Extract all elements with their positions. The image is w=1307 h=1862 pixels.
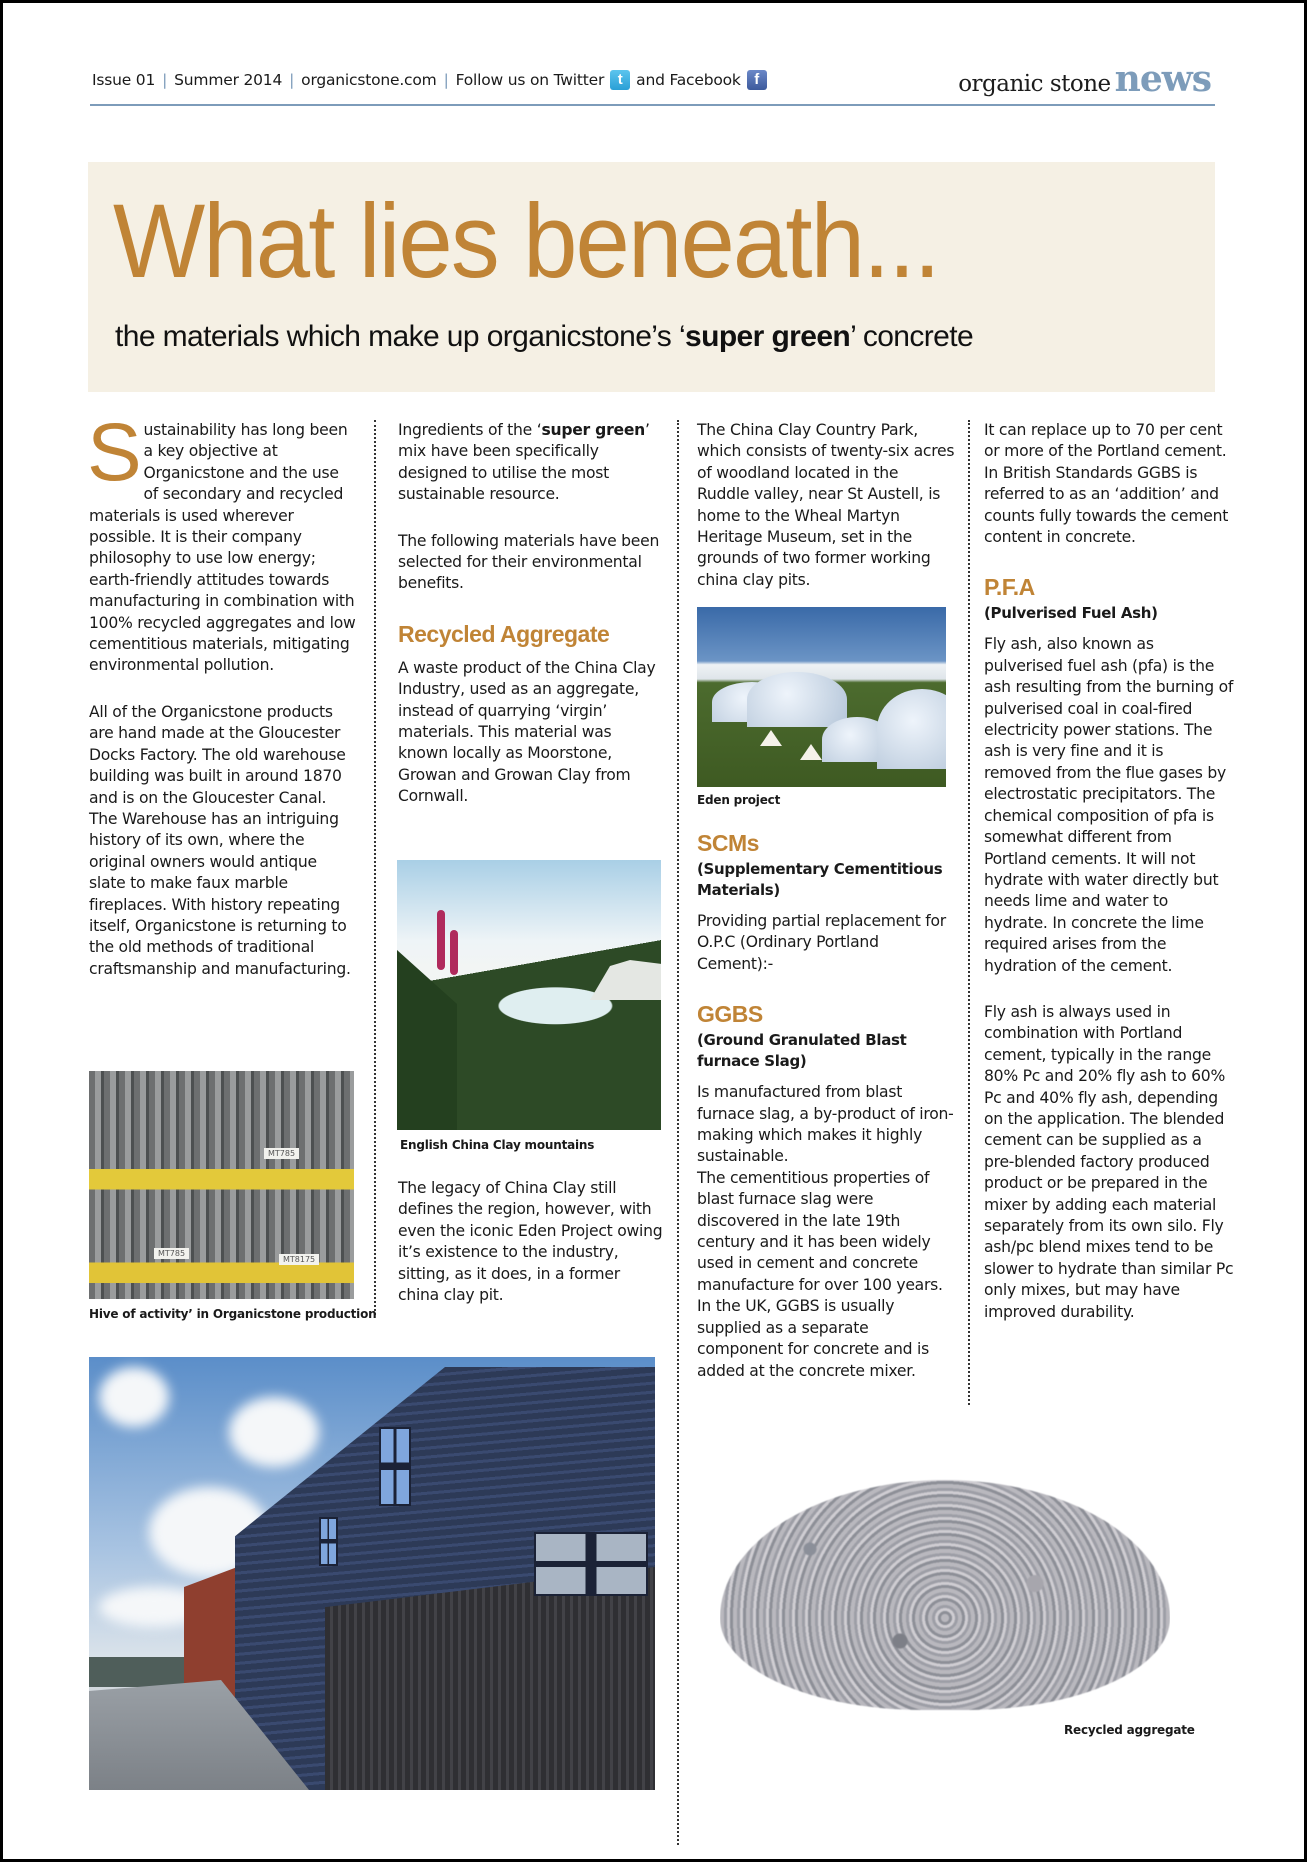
ggbs-subheading: (Ground Granulated Blast furnace Slag): [697, 1031, 907, 1071]
subtitle-text-end: ’ concrete: [850, 320, 974, 353]
ggbs-replacement-paragraph: It can replace up to 70 per cent or more of the Portland cement. In British Standards GGBS is referred to as an ‘addition’ and counts fully towards the cement content in concrete.: [984, 421, 1229, 547]
issue-season: Summer 2014: [174, 71, 283, 89]
follow-facebook-text: and Facebook: [636, 71, 741, 89]
column-scms: [697, 420, 955, 616]
column-ingredients: [398, 420, 663, 833]
facebook-icon[interactable]: f: [747, 70, 767, 90]
eden-photo-caption: Eden project: [697, 793, 781, 807]
photo-detail: [397, 950, 457, 1130]
photo-detail: [89, 1657, 184, 1687]
twitter-icon[interactable]: t: [610, 70, 630, 90]
recycled-aggregate-paragraph: A waste product of the China Clay Industry, used as an aggregate, instead of quarrying ‘virgin’ materials. This material was known locally as Moorstone,: [398, 658, 656, 763]
ggbs-paragraph-cont: The cementitious properties of blast furnace slag were discovered in the late 19th century and it has been widely used in cement and concrete manufacture for over 100 years. In the UK, GGBS is usually supplied as a separate component for concrete and is added at the concrete mixer.: [697, 1168, 943, 1380]
china-clay-mountains-photo: [397, 860, 661, 1130]
drop-cap: S: [87, 407, 142, 498]
brand-logo: [958, 58, 1211, 100]
separator: |: [289, 71, 295, 89]
photo-detail: [534, 1532, 648, 1596]
shelf-label: MT8175: [279, 1254, 319, 1265]
title-banner: [88, 162, 1215, 392]
column-divider: [677, 420, 679, 1845]
eden-project-photo: [697, 607, 946, 787]
masthead: [90, 58, 1215, 106]
gravel-pile: [720, 1480, 1170, 1710]
photo-detail: [450, 930, 458, 975]
masthead-meta: [92, 70, 773, 90]
text-emphasis: super green: [541, 421, 646, 439]
brand-suffix: news: [1114, 58, 1211, 100]
recycled-aggregate-heading: Recycled Aggregate: [398, 620, 610, 647]
page-subtitle: [115, 320, 973, 354]
subtitle-text: the materials which make up organicstone’s ‘: [115, 320, 686, 353]
photo-detail: [747, 672, 847, 727]
shelves-photo-caption: Hive of activity’ in Organicstone production: [89, 1307, 377, 1321]
shelf-label: MT785: [264, 1148, 299, 1159]
photo-detail: [877, 689, 946, 769]
fly-ash-paragraph: Fly ash is always used in combination with Portland cement, typically in the range 80% Pc and 20% fly ash to 60% Pc and 40% fly ash, depending on the application. The blended cement can be supplied as a pre-blended factory produced product or be prepared in the mixer by adding each material separately from its own silo. Fly ash/pc blend mixes tend to be slower to hydrate than similar Pc only mixes, but may have improved durability.: [984, 1002, 1234, 1321]
photo-detail: [319, 1517, 338, 1566]
separator: |: [162, 71, 168, 89]
scms-heading: SCMs: [697, 830, 759, 856]
photo-detail: [582, 960, 661, 1000]
separator: |: [443, 71, 449, 89]
production-shelves-photo: [89, 1071, 354, 1299]
china-clay-photo-caption: English China Clay mountains: [400, 1138, 595, 1152]
scm-ggbs-section: [697, 829, 955, 1407]
follow-twitter-text: Follow us on Twitter: [455, 71, 605, 89]
china-clay-legacy: [398, 1178, 663, 1331]
pfa-paragraph: Fly ash, also known as pulverised fuel ash (pfa) is the ash resulting from the burning of pulverised coal in coal-fired electricity power stations. The ash is very fine and it is removed from the flue gases by electrostatic precipitators. The chemical composition of pfa is somewhat different from Portland cements. It will not hydrate with water directly but needs lime and water to hydrate. In concrete the lime required arises from the hydration of the cement.: [984, 635, 1234, 975]
photo-detail: [229, 1397, 319, 1467]
ggbs-heading: GGBS: [697, 1001, 763, 1028]
column-divider: [374, 420, 376, 1315]
photo-detail: [437, 910, 445, 970]
text: ’ mix have been specifically designed to utilise the most sustainable resource.: [398, 421, 650, 504]
aggregate-photo-caption: Recycled aggregate: [1064, 1723, 1195, 1737]
scms-paragraph: Providing partial replacement for O.P.C (Ordinary Portland Cement):-: [697, 912, 946, 973]
country-park-paragraph: The China Clay Country Park, which consists of twenty-six acres of woodland located in the Ruddle valley, near St Austell, is home to the Wheal Martyn Heritage Museum, set in the grounds of two former working china clay pits.: [697, 421, 955, 589]
recycled-aggregate-paragraph-cont: Growan and Growan Clay from Cornwall.: [398, 765, 631, 806]
photo-detail: [99, 1367, 169, 1427]
scms-subheading: (Supplementary Cementitious Materials): [697, 860, 943, 899]
legacy-paragraph: The legacy of China Clay still defines the region, however, with even the iconic Eden Project owing it’s existence to the industry, sitting, as it does, in a former china clay pit.: [398, 1179, 663, 1305]
recycled-aggregate-photo: [720, 1440, 1170, 1720]
column-divider: [968, 420, 970, 1405]
subtitle-emphasis: super green: [685, 320, 851, 353]
issue-number: Issue 01: [92, 71, 156, 89]
photo-detail: [760, 730, 782, 746]
intro-text: ustainability has long been a key objective at Organicstone and the use of secondary and recycled materials is used wherever possible. It is their company philosophy to use low energy; earth-friendly attitudes towards manufacturing in combination with 100% recycled aggregates and low cementitious materials, mitigating environmental pollution.: [89, 421, 356, 675]
ingredients-paragraph: [398, 420, 663, 506]
text: Ingredients of the ‘: [398, 421, 542, 439]
shelf-label: MT785: [154, 1248, 189, 1259]
website-link[interactable]: organicstone.com: [301, 71, 437, 89]
pfa-heading: P.F.A: [984, 574, 1035, 601]
intro-paragraph: [87, 407, 357, 677]
brand-name: organic stone: [958, 71, 1111, 97]
gloucester-warehouse-photo: [89, 1357, 655, 1790]
photo-detail: [800, 744, 822, 760]
column-intro: [87, 407, 357, 1005]
materials-intro-paragraph: The following materials have been selected for their environmental benefits.: [398, 531, 660, 593]
pfa-subheading: (Pulverised Fuel Ash): [984, 604, 1158, 623]
photo-detail: [379, 1427, 411, 1506]
ggbs-paragraph: Is manufactured from blast furnace slag, a by-product of iron-making which makes it highly sustainable.: [697, 1083, 954, 1166]
column-pfa: [984, 420, 1234, 1348]
page-title: What lies beneath...: [113, 183, 939, 300]
warehouse-paragraph: All of the Organicstone products are hand made at the Gloucester Docks Factory. The old warehouse building was built in around 1870 and is on the Gloucester Canal. The Warehouse has an intriguing history of its own, where the original owners would antique slate to make faux marble fireplaces. With history repeating itself, Organicstone is returning to the old methods of traditional craftsmanship and manufacturing.: [89, 702, 351, 978]
